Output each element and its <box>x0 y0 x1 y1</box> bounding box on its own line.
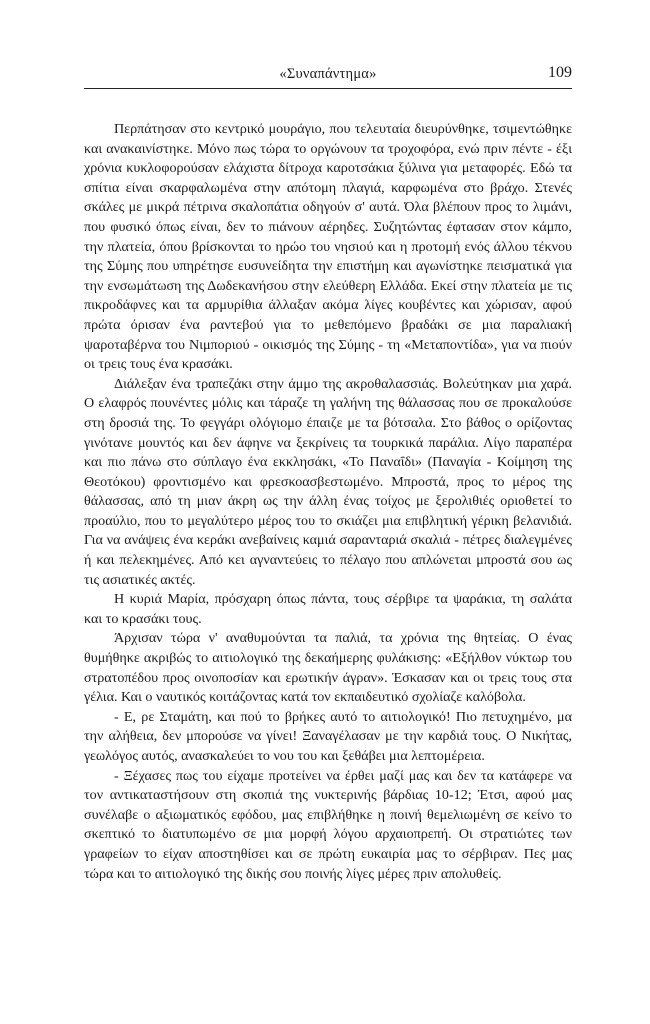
body-text <box>84 120 572 884</box>
paragraph: - Ξέχασες πως του είχαμε προτείνει να έρθει μαζί μας και δεν τα κατάφερε να τον αντικαταστήσουν στη σκοπιά της νυκτερινής βάρδιας 10-12; Έτσι, αφού μας συνέλαβε ο αξιωματικός εφόδου, μας επιβλήθηκε η ποινή θεμελιωμένη σε κείνο το σκεπτικό το διατυπωμένο σε μια μορφή λόγου αρχαιοπρεπή. Οι στρατιώτες των γραφείων το είχαν αποστηθίσει και σε πρώτη ευκαιρία μας το σέρβιραν. Πες μας τώρα και το αιτιολογικό της δικής σου ποινής λίγες μέρες πριν απολυθείς. <box>84 767 572 882</box>
paragraph: Περπάτησαν στο κεντρικό μουράγιο, που τελευταία διευρύνθηκε, τσιμεντώθηκε και ανακαινίστηκε. Μόνο πως τώρα το οργώνουν τα τροχοφόρα, ενώ πριν πέντε - έξι χρόνια κυκλοφορούσαν ελάχιστα δίτροχα καροτσάκια ξύλινα για μεταφορές. Εδώ τα σπίτια είναι σκαρφαλωμένα στην απότομη πλαγιά, καρφωμένα στο βράχο. Στενές σκάλες με μικρά πέτρινα σκαλοπάτια οδηγούν σ' αυτά. Όλα βλέπουν προς το λιμάνι, που φυσικό όπως είναι, δεν το πιάνουν αέρηδες. Συζητώντας έφτασαν στον κάμπο, την πλατεία, όπου βρίσκονται το ηρώο του νησιού και η προτομή ενός άλλου τέκνου της Σύμης που υπηρέτησε ευσυνείδητα την επιστήμη και αγωνίστηκε πεισματικά για την ενσωμάτωση της Δωδεκανήσου στην ελεύθερη Ελλάδα. Εκεί στην πλατεία με τις πικροδάφνες και τα αρμυρίθια άλλαξαν ακόμα λίγες κουβέντες και χώρισαν, αφού πρώτα όρισαν ένα ραντεβού για το μεθεπόμενο βραδάκι σε μια παραλιακή ψαροταβέρνα του Νιμποριού - οικισμός της Σύμης - τη «Μεταποντίδα», για να πιούν οι τρεις τους ένα κρασάκι. <box>84 121 572 373</box>
running-title: «Συναπάντημα» <box>279 66 377 82</box>
paragraph: Η κυριά Μαρία, πρόσχαρη όπως πάντα, τους σέρβιρε τα ψαράκια, τη σαλάτα και το κρασάκι τους. <box>84 591 572 627</box>
paragraph: - Ε, ρε Σταμάτη, και πού το βρήκες αυτό το αιτιολογικό! Πιο πετυχημένο, μα την αλήθεια, δεν μπορούσε να γίνει! Ξαναγέλασαν με την καρδιά τους. Ο Νικήτας, γεωλόγος αυτός, ανασκαλεύει το νου του και ξεθάβει μια λεπτομέρεια. <box>84 708 572 764</box>
header-rule <box>84 88 572 89</box>
page-number: 109 <box>548 64 572 81</box>
page-header <box>84 66 572 88</box>
paragraph: Άρχισαν τώρα ν' αναθυμούνται τα παλιά, τα χρόνια της θητείας. Ο ένας θυμήθηκε ακριβώς το αιτιολογικό της δεκαήμερης φυλάκισης: «Εξήλθον νύκτωρ του στρατοπέδου προς οινοποσίαν και ερωτικήν άγραν». Έσκασαν και οι τρεις τους στα γέλια. Και ο ναυτικός κοιτάζοντας κατά τον εκπαιδευτικό σχολίαζε καλόβολα. <box>84 630 572 706</box>
paragraph: Διάλεξαν ένα τραπεζάκι στην άμμο της ακροθαλασσιάς. Βολεύτηκαν μια χαρά. Ο ελαφρός πουνέντες μόλις και τάραζε τη γαλήνη της θάλασσας που σε προκαλούσε στη δροσιά της. Το φεγγάρι ολόγιομο έπαιζε με τα βότσαλα. Στο βάθος ο ορίζοντας γινότανε μουντός και δεν άφηνε να ξεκρίνεις τα τουρκικά παράλια. Λίγο παραπέρα και πιο πάνω στο σύπλαγο ένα εκκλησάκι, «Το Παναΐδι» (Παναγία - Κοίμηση της Θεοτόκου) φροντισμένο και φρεσκοασβεστωμένο. Μπροστά, προς το μέρος της θάλασσας, από τη μιαν άκρη ως την άλλη ένας τοίχος με ξερολιθιές οριοθετεί το προαύλιο, που το μεγαλύτερο μέρος του το σκιάζει μια επιβλητική γέρικη βελανιδιά. Για να ανάψεις ένα κεράκι ανεβαίνεις καμιά σαρανταριά σκαλιά - πέτρες διαλεγμένες ή και πελεκημένες. Από κει αγναντεύεις το πέλαγο που απλώνεται μπροστά σου ως τις ασιατικές ακτές. <box>84 375 572 588</box>
